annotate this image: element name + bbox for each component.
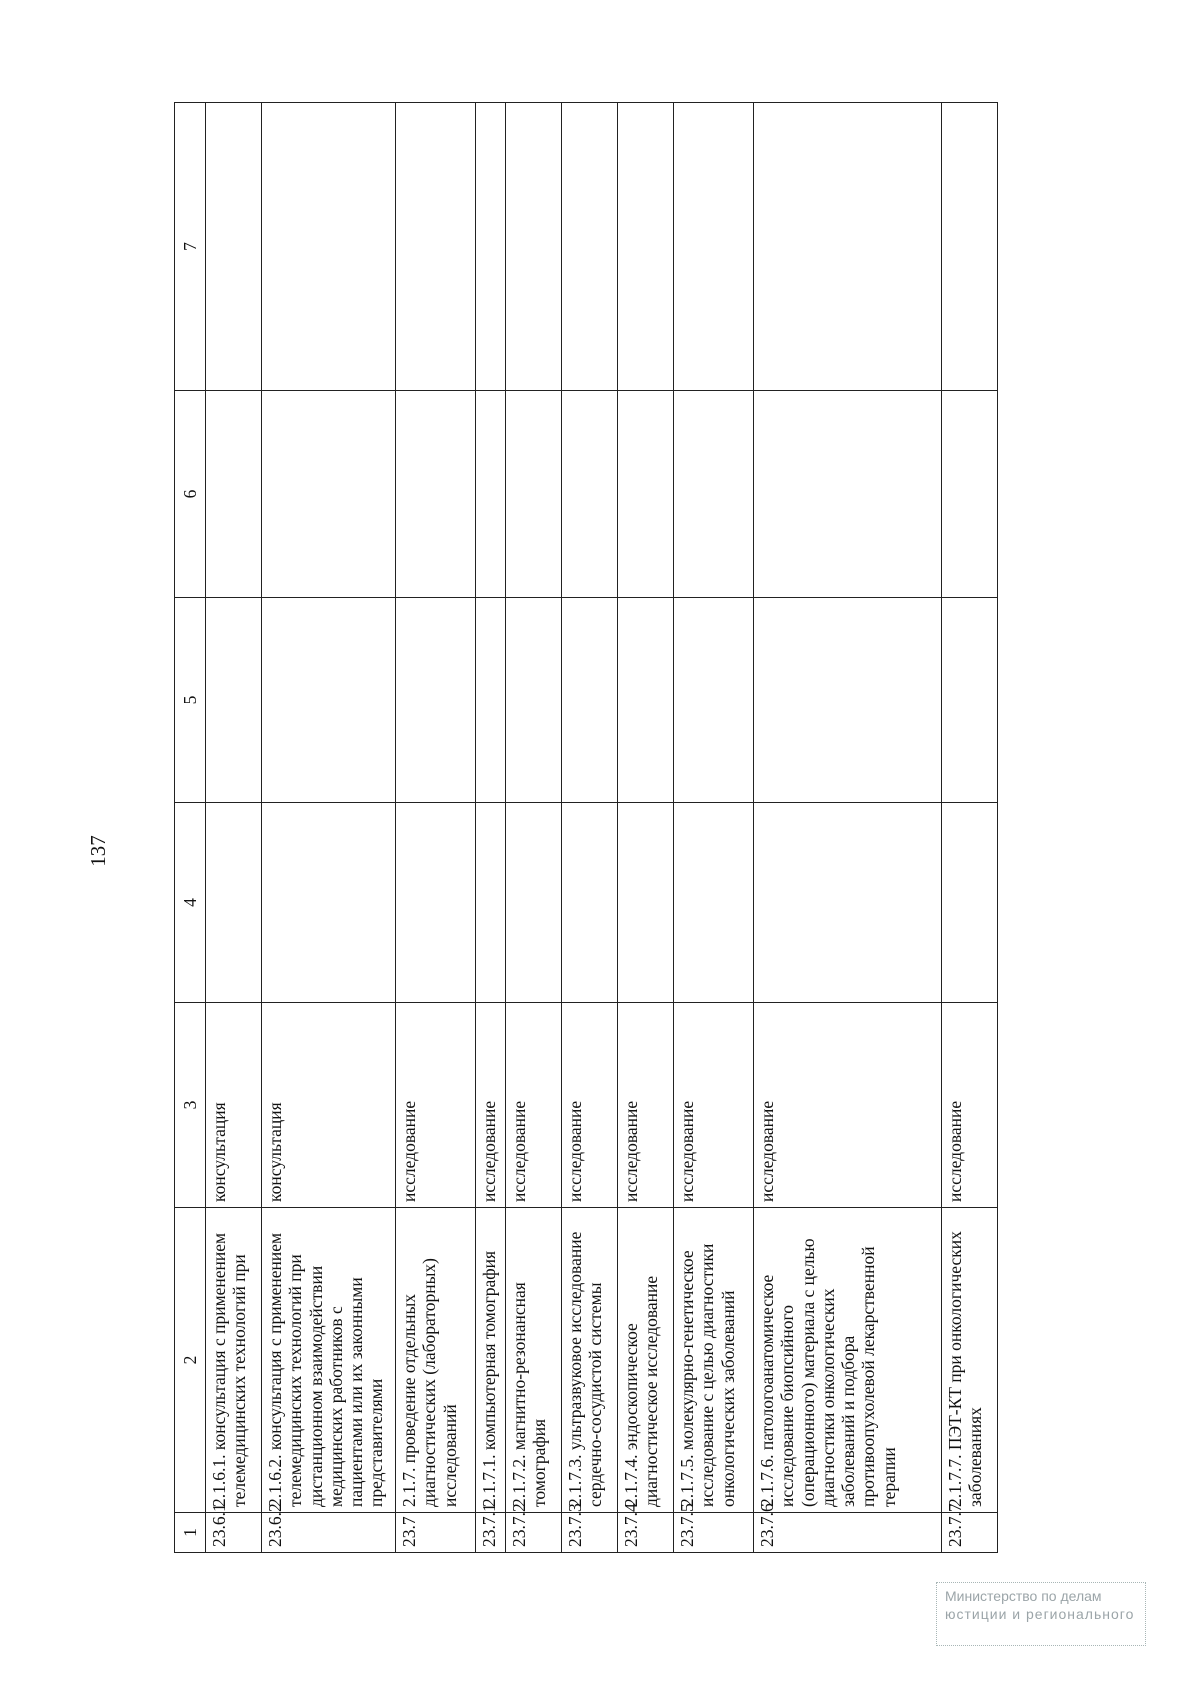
- cell-unit: исследование: [754, 1003, 942, 1208]
- cell-col-5: [562, 598, 618, 803]
- header-col-2: 2: [175, 1208, 206, 1513]
- cell-col-5: [754, 598, 942, 803]
- cell-col-6: [942, 391, 998, 598]
- cell-col-4: [206, 803, 262, 1003]
- cell-unit: консультация: [206, 1003, 262, 1208]
- cell-col-4: [942, 803, 998, 1003]
- cell-name: 2.1.7.1. компьютерная томография: [476, 1208, 506, 1513]
- table-row: [674, 103, 754, 1553]
- cell-number: 23.7.5: [674, 1513, 754, 1553]
- cell-col-7: [618, 103, 674, 391]
- cell-col-5: [942, 598, 998, 803]
- cell-col-5: [506, 598, 562, 803]
- cell-col-5: [476, 598, 506, 803]
- registration-stamp: [936, 1582, 1146, 1646]
- page-number: 137: [86, 835, 110, 867]
- cell-unit: исследование: [942, 1003, 998, 1208]
- cell-col-4: [476, 803, 506, 1003]
- cell-col-6: [396, 391, 476, 598]
- table-row: [562, 103, 618, 1553]
- cell-name: 2.1.7.5. молекулярно-генетическое исследование с целью диагностики онкологических заболеваний: [674, 1208, 754, 1513]
- cell-col-7: [506, 103, 562, 391]
- cell-col-6: [206, 391, 262, 598]
- cell-col-6: [262, 391, 396, 598]
- cell-col-4: [396, 803, 476, 1003]
- cell-name: 2.1.6.1. консультация с применением телемедицинских технологий при: [206, 1208, 262, 1513]
- cell-unit: исследование: [506, 1003, 562, 1208]
- cell-number: 23.6.2: [262, 1513, 396, 1553]
- cell-col-5: [262, 598, 396, 803]
- cell-col-6: [476, 391, 506, 598]
- cell-number: 23.7.4: [618, 1513, 674, 1553]
- cell-col-7: [262, 103, 396, 391]
- cell-col-6: [506, 391, 562, 598]
- cell-number: 23.7.6: [754, 1513, 942, 1553]
- cell-number: 23.6.1: [206, 1513, 262, 1553]
- cell-name: 2.1.7.4. эндоскопическое диагностическое исследование: [618, 1208, 674, 1513]
- table-row: [206, 103, 262, 1553]
- table-row: [506, 103, 562, 1553]
- cell-col-5: [396, 598, 476, 803]
- header-col-7: 7: [175, 103, 206, 391]
- cell-name: 2.1.7.3. ультразвуковое исследование сердечно-сосудистой системы: [562, 1208, 618, 1513]
- cell-col-5: [618, 598, 674, 803]
- cell-name: 2.1.7.2. магнитно-резонансная томография: [506, 1208, 562, 1513]
- cell-col-7: [476, 103, 506, 391]
- header-col-1: 1: [175, 1513, 206, 1553]
- header-col-5: 5: [175, 598, 206, 803]
- header-col-6: 6: [175, 391, 206, 598]
- cell-name: 2.1.7. проведение отдельных диагностических (лабораторных) исследований: [396, 1208, 476, 1513]
- cell-col-7: [562, 103, 618, 391]
- data-table: [174, 102, 998, 1553]
- cell-col-7: [754, 103, 942, 391]
- cell-col-6: [562, 391, 618, 598]
- cell-name: 2.1.7.6. патологоанатомическое исследование биопсийного (операционного) материала с целью диагностики онкологических заболеваний и подбора противоопухолевой лекарственной терапии: [754, 1208, 942, 1513]
- cell-number: 23.7.3: [562, 1513, 618, 1553]
- cell-unit: исследование: [562, 1003, 618, 1208]
- cell-unit: консультация: [262, 1003, 396, 1208]
- cell-unit: исследование: [674, 1003, 754, 1208]
- table-body: [206, 103, 998, 1553]
- cell-col-5: [206, 598, 262, 803]
- cell-col-4: [754, 803, 942, 1003]
- table-row: [618, 103, 674, 1553]
- header-col-4: 4: [175, 803, 206, 1003]
- cell-col-6: [754, 391, 942, 598]
- table-header-row: [175, 103, 206, 1553]
- cell-col-5: [674, 598, 754, 803]
- cell-col-6: [618, 391, 674, 598]
- table-row: [262, 103, 396, 1553]
- cell-col-7: [396, 103, 476, 391]
- cell-unit: исследование: [396, 1003, 476, 1208]
- table-row: [754, 103, 942, 1553]
- cell-number: 23.7: [396, 1513, 476, 1553]
- cell-col-7: [206, 103, 262, 391]
- cell-col-6: [674, 391, 754, 598]
- table-row: [942, 103, 998, 1553]
- cell-number: 23.7.1: [476, 1513, 506, 1553]
- cell-number: 23.7.7: [942, 1513, 998, 1553]
- cell-number: 23.7.2: [506, 1513, 562, 1553]
- stamp-line-2: юстиции и регионального: [945, 1606, 1135, 1622]
- cell-name: 2.1.7.7. ПЭТ-КТ при онкологических заболеваниях: [942, 1208, 998, 1513]
- stamp-line-1: Министерство по делам: [945, 1588, 1102, 1604]
- cell-name: 2.1.6.2. консультация с применением телемедицинских технологий при дистанционном взаимодействии медицинских работников с пациентами или их законными представителями: [262, 1208, 396, 1513]
- table-row: [396, 103, 476, 1553]
- cell-unit: исследование: [476, 1003, 506, 1208]
- cell-col-4: [618, 803, 674, 1003]
- table-row: [476, 103, 506, 1553]
- header-col-3: 3: [175, 1003, 206, 1208]
- cell-col-7: [942, 103, 998, 391]
- cell-col-7: [674, 103, 754, 391]
- cell-col-4: [506, 803, 562, 1003]
- rotated-table-wrapper: [174, 103, 1088, 1553]
- cell-col-4: [674, 803, 754, 1003]
- cell-col-4: [562, 803, 618, 1003]
- cell-unit: исследование: [618, 1003, 674, 1208]
- cell-col-4: [262, 803, 396, 1003]
